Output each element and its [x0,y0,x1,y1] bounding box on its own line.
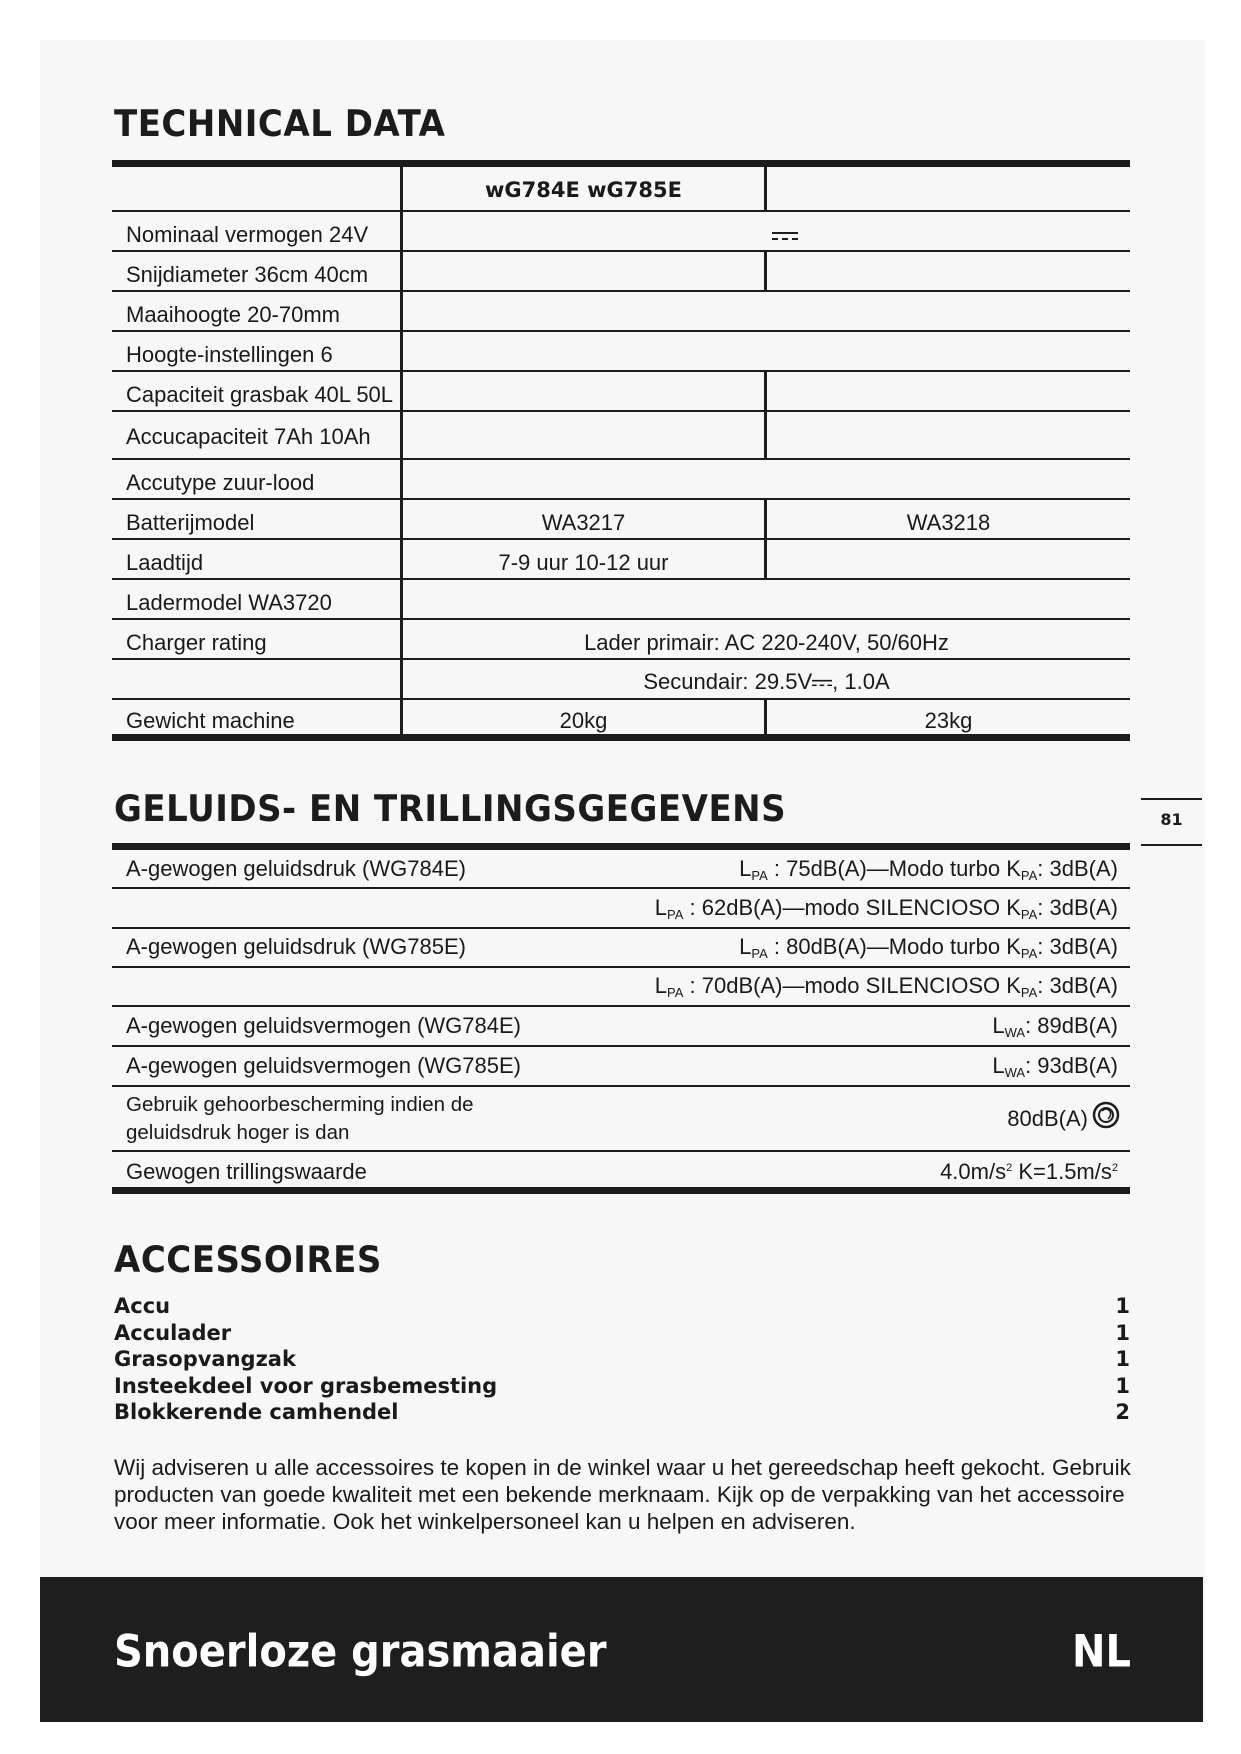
vibration-value: $4.0m/s^2$ $K=1.5m/s^2$ [940,1159,1118,1184]
weight-label: Gewicht machine [126,708,295,733]
nominal-power-label: Nominaal vermogen 24V [126,222,369,247]
product-title: Snoerloze grasmaaier [114,1626,607,1678]
sound-pressure-wg784e-silent: $L_{PA}$ : 62dB(A)—modo SILENCIOSO $K_{PA}$: 3dB(A) [654,895,1118,922]
weight-wg784e: 20kg [559,708,608,733]
sound-pressure-wg784e-turbo: $L_{PA}$ : 75dB(A)—Modo turbo $K_{PA}$: 3dB(A) [739,856,1118,883]
list-item: Grasopvangzak 1 [114,1347,1130,1371]
sound-power-wg785e-value: $L_{WA}$: 93dB(A) [992,1053,1118,1080]
grass-bag-label: Capaciteit grasbak 40L 50L [126,382,394,407]
accessories-list [114,1294,1130,1427]
sound-power-wg785e-label: A-gewogen geluidsvermogen (WG785E) [126,1053,521,1078]
sound-vibration-table [112,843,1130,1200]
sound-vibration-heading: GELUIDS- EN TRILLINGSGEGEVENS [114,787,787,831]
battery-type-label: Accutype zuur-lood [126,470,315,495]
page-number-tab [1141,798,1202,846]
page-number: 81 [1160,810,1183,829]
dc-symbol-icon [772,222,798,248]
battery-model-label: Batterijmodel [126,510,255,535]
charge-time-value: 7-9 uur 10-12 uur [498,550,669,575]
list-item: Acculader 1 [114,1320,1130,1345]
ear-protection-icon [1092,1101,1120,1129]
charge-time-label: Laadtijd [126,550,204,575]
hearing-protection-value: 80dB(A) [1007,1106,1088,1131]
charger-secondary-value: Secundair: 29.5V , 1.0A [643,669,890,694]
accessories-advice: Wij adviseren u alle accessoires te kopen in de winkel waar u het gereedschap heeft gekocht. Gebruik producten van goede kwaliteit met een bekende merknaam. Kijk op de verpakking van het accessoire voor meer informatie. Ook het winkelpersoneel kan u helpen en adviseren. [114,1455,1131,1534]
list-item: Blokkerende camhendel 2 [114,1400,1130,1424]
height-settings-label: Hoogte-instellingen 6 [126,342,333,367]
sound-pressure-wg785e-silent: $L_{PA}$ : 70dB(A)—modo SILENCIOSO $K_{PA}$: 3dB(A) [654,973,1118,1000]
mowing-height-label: Maaihoogte 20-70mm [126,302,341,327]
sound-pressure-wg785e-turbo: $L_{PA}$ : 80dB(A)—Modo turbo $K_{PA}$: 3dB(A) [739,934,1118,961]
sound-pressure-wg785e-label: A-gewogen geluidsdruk (WG785E) [126,934,466,959]
technical-data-table [112,160,1130,740]
weight-wg785e: 23kg [924,708,973,733]
model-header: wG784E wG785E [485,178,682,202]
footer-bar [40,1577,1203,1722]
hearing-protection-label: Gebruik gehoorbescherming indien de geluidsdruk hoger is dan [126,1093,474,1144]
technical-data-heading: TECHNICAL DATA [114,102,446,146]
charger-primary-value: Lader primair: AC 220-240V, 50/60Hz [584,630,949,655]
charger-model-label: Ladermodel WA3720 [126,590,332,615]
vibration-label: Gewogen trillingswaarde [126,1159,367,1184]
sound-power-wg784e-value: $L_{WA}$: 89dB(A) [992,1013,1118,1040]
sound-pressure-wg784e-label: A-gewogen geluidsdruk (WG784E) [126,856,466,881]
language-code: NL [1072,1626,1131,1678]
cutting-diameter-label: Snijdiameter 36cm 40cm [126,262,369,287]
battery-capacity-label: Accucapaciteit 7Ah 10Ah [126,424,371,449]
charger-rating-label: Charger rating [126,630,267,655]
accessories-heading: ACCESSOIRES [114,1238,382,1282]
dc-symbol-icon [812,678,832,688]
list-item: Accu 1 [114,1294,1130,1318]
battery-model-wg785e: WA3218 [906,510,991,535]
list-item: Insteekdeel voor grasbemesting 1 [114,1373,1130,1398]
sound-power-wg784e-label: A-gewogen geluidsvermogen (WG784E) [126,1013,521,1038]
battery-model-wg784e: WA3217 [541,510,626,535]
